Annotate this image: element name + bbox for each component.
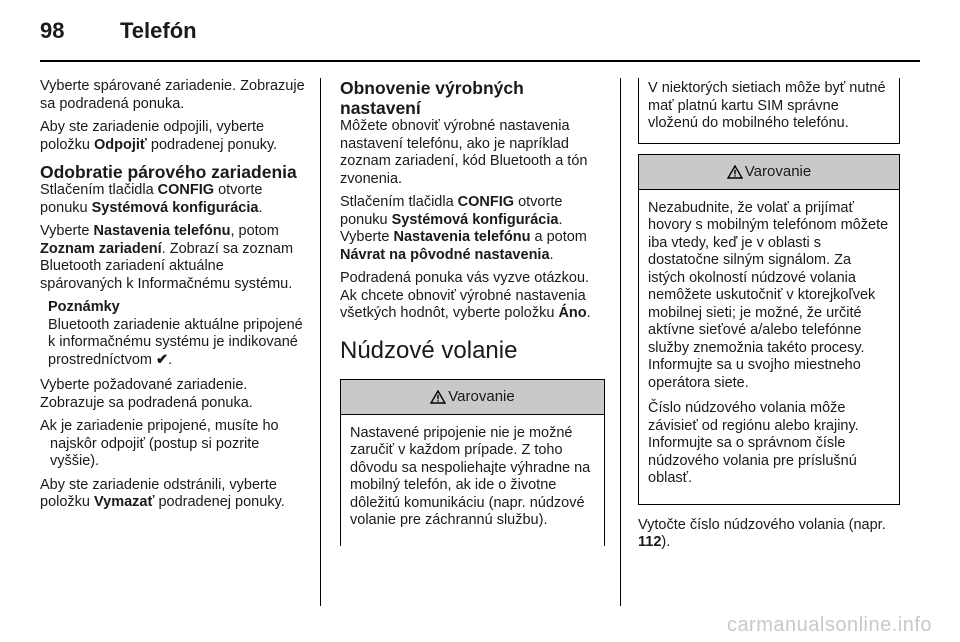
page-number: 98	[40, 18, 65, 43]
menu-term: Vymazať	[94, 494, 155, 510]
column-divider-2	[620, 78, 621, 606]
warning-box	[340, 379, 605, 546]
column-1	[40, 78, 310, 518]
section-heading: Odobratie párového zariadenia	[40, 162, 297, 182]
phone-number: 112	[638, 534, 662, 550]
warning-header	[341, 379, 604, 415]
menu-term: Návrat na pôvodné nastavenia	[340, 246, 550, 263]
note-text: Bluetooth zariadenie aktuálne pripojené k informačnému systému je indikované prostredníctvom ✔.	[48, 316, 303, 368]
warning-text: V niektorých sietiach môže byť nutné mať platnú kartu SIM správne vloženú do mobilného telefónu.	[648, 80, 886, 131]
warning-title: Varovanie	[448, 388, 515, 405]
paragraph: Ak je zariadenie pripojené, musíte ho najskôr odpojiť (postup si pozrite vyššie).	[40, 418, 279, 469]
warning-box-continued	[638, 78, 900, 144]
menu-term: Nastavenia telefónu	[393, 229, 531, 245]
warning-box	[638, 154, 900, 505]
paragraph: Vyberte požadované zariadenie. Zobrazuje sa podradená ponuka.	[40, 377, 253, 411]
warning-title: Varovanie	[744, 163, 812, 180]
menu-term: Odpojiť	[94, 136, 147, 153]
paragraph: Aby ste zariadenie odpojili, vyberte položku Odpojiť podradenej ponuky.	[40, 119, 278, 153]
menu-term: Zoznam zariadení	[40, 240, 162, 257]
header-rule	[40, 60, 920, 62]
warning-text: Nastavené pripojenie nie je možné zaručiť v každom prípade. Z toho dôvodu sa nespoliehajte výhradne na mobilný telefón, ak ide o životne dôležitú komunikáciu (napr. núdzové volanie pre záchrannú službu).	[350, 424, 591, 528]
paragraph: Aby ste zariadenie odstránili, vyberte položku Vymazať podradenej ponuky.	[40, 476, 285, 510]
paragraph: Stlačením tlačidla CONFIG otvorte ponuku Systémová konfigurácia.	[40, 182, 263, 216]
button-term: CONFIG	[457, 194, 515, 210]
note-block	[40, 299, 310, 369]
page-header	[40, 18, 920, 58]
paragraph: Stlačením tlačidla CONFIG otvorte ponuku Systémová konfigurácia. Vyberte Nastavenia telefónu a potom Návrat na pôvodné nastavenia.	[340, 194, 587, 263]
paragraph: Vyberte spárované zariadenie. Zobrazuje sa podradená ponuka.	[40, 78, 305, 112]
section-heading: Obnovenie výrobných nastavení	[340, 78, 524, 118]
menu-term: Nastavenia telefónu	[93, 223, 231, 239]
column-3	[638, 78, 900, 558]
column-divider-1	[320, 78, 321, 606]
warning-triangle-icon	[430, 390, 446, 404]
menu-term: Systémová konfigurácia	[91, 199, 259, 216]
paragraph: Môžete obnoviť výrobné nastavenia nastavení telefónu, ako je napríklad zoznam zariadení, kód Bluetooth a tón zvonenia.	[340, 118, 588, 187]
warning-text: Nezabudnite, že volať a prijímať hovory s mobilným telefónom môžete iba vtedy, keď je v oblasti s dostatočne silným signálom. Za istých okolností núdzové volania nemôžete uskutočniť v ktorejkoľvek mobilnej sieti; je možné, že určité aktívne sieťové a/alebo telefónne služby znemožnia takéto procesy. Informujte sa u svojho miestneho operátora siete.	[648, 199, 889, 391]
menu-term: Áno	[558, 305, 587, 321]
note-title: Poznámky	[48, 299, 120, 315]
page-title: Telefón	[120, 18, 197, 43]
warning-body	[639, 190, 899, 504]
warning-text: Číslo núdzového volania môže závisieť od regiónu alebo krajiny. Informujte sa o správnom čísle núdzového volania pre príslušnú oblasť.	[648, 400, 859, 486]
button-term: CONFIG	[157, 182, 215, 198]
paragraph: Podradená ponuka vás vyzve otázkou. Ak chcete obnoviť výrobné nastavenia všetkých hodnôt, vyberte položku Áno.	[340, 270, 591, 321]
warning-triangle-icon	[727, 165, 743, 179]
warning-header	[639, 154, 899, 190]
paragraph: Vyberte Nastavenia telefónu, potom Zoznam zariadení. Zobrazí sa zoznam Bluetooth zariadení aktuálne spárovaných k Informačnému systému.	[40, 223, 294, 292]
chapter-heading: Núdzové volanie	[340, 336, 518, 364]
column-2	[340, 78, 605, 546]
paragraph: Vytočte číslo núdzového volania (napr. 112).	[638, 516, 886, 550]
checkmark-icon: ✔	[156, 351, 169, 368]
watermark: carmanualsonline.info	[726, 614, 932, 636]
warning-body	[341, 415, 604, 546]
menu-term: Systémová konfigurácia	[391, 211, 559, 228]
